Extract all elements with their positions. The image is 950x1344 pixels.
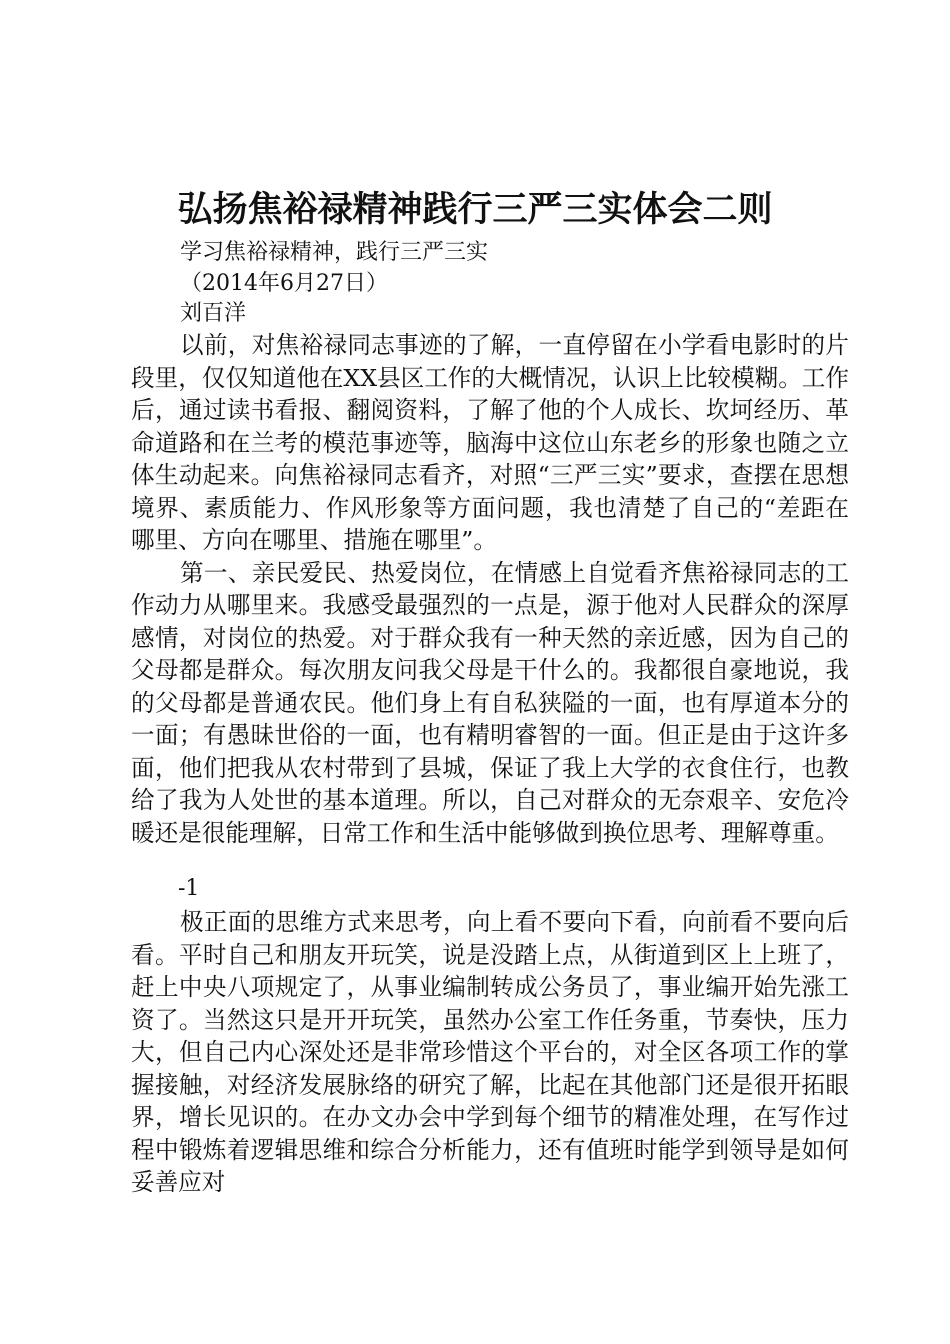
document-author: 刘百洋	[180, 301, 247, 326]
body-block-second	[131, 906, 849, 1199]
document-title: 弘扬焦裕禄精神践行三严三实体会二则	[177, 190, 773, 230]
document-date: （2014年6月27日）	[180, 271, 388, 296]
body-block-first	[131, 329, 849, 849]
document-subtitle: 学习焦裕禄精神，践行三严三实	[180, 240, 489, 265]
body-paragraph: 第一、亲民爱民、热爱岗位，在情感上自觉看齐焦裕禄同志的工作动力从哪里来。我感受最强烈的一点是，源于他对人民群众的深厚感情，对岗位的热爱。对于群众我有一种天然的亲近感，因为自己的父母都是群众。每次朋友问我父母是干什么的。我都很自豪地说，我的父母都是普通农民。他们身上有自私狭隘的一面，也有厚道本分的一面；有愚昧世俗的一面，也有精明睿智的一面。但正是由于这许多面，他们把我从农村带到了县城，保证了我上大学的衣食住行，也教给了我为人处世的基本道理。所以，自己对群众的无奈艰辛、安危冷暖还是很能理解，日常工作和生活中能够做到换位思考、理解尊重。	[131, 558, 849, 847]
body-paragraph: 以前，对焦裕禄同志事迹的了解，一直停留在小学看电影时的片段里，仅仅知道他在XX县区工作的大概情况，认识上比较模糊。工作后，通过读书看报、翻阅资料，了解了他的个人成长、坎坷经历、革命道路和在兰考的模范事迹等，脑海中这位山东老乡的形象也随之立体生动起来。向焦裕禄同志看齐，对照“三严三实”要求，查摆在思想境界、素质能力、作风形象等方面问题，我也清楚了自己的“差距在哪里、方向在哪里、措施在哪里”。	[131, 331, 849, 554]
page-marker: -1	[178, 876, 200, 901]
body-paragraph: 极正面的思维方式来思考，向上看不要向下看，向前看不要向后看。平时自己和朋友开玩笑，说是没踏上点，从街道到区上上班了，赶上中央八项规定了，从事业编制转成公务员了，事业编开始先涨工资了。当然这只是开开玩笑，虽然办公室工作任务重，节奏快，压力大，但自己内心深处还是非常珍惜这个平台的，对全区各项工作的掌握接触，对经济发展脉络的研究了解，比起在其他部门还是很开拓眼界，增长见识的。在办文办会中学到每个细节的精准处理，在写作过程中锻炼着逻辑思维和综合分析能力，还有值班时能学到领导是如何妥善应对	[131, 908, 849, 1196]
